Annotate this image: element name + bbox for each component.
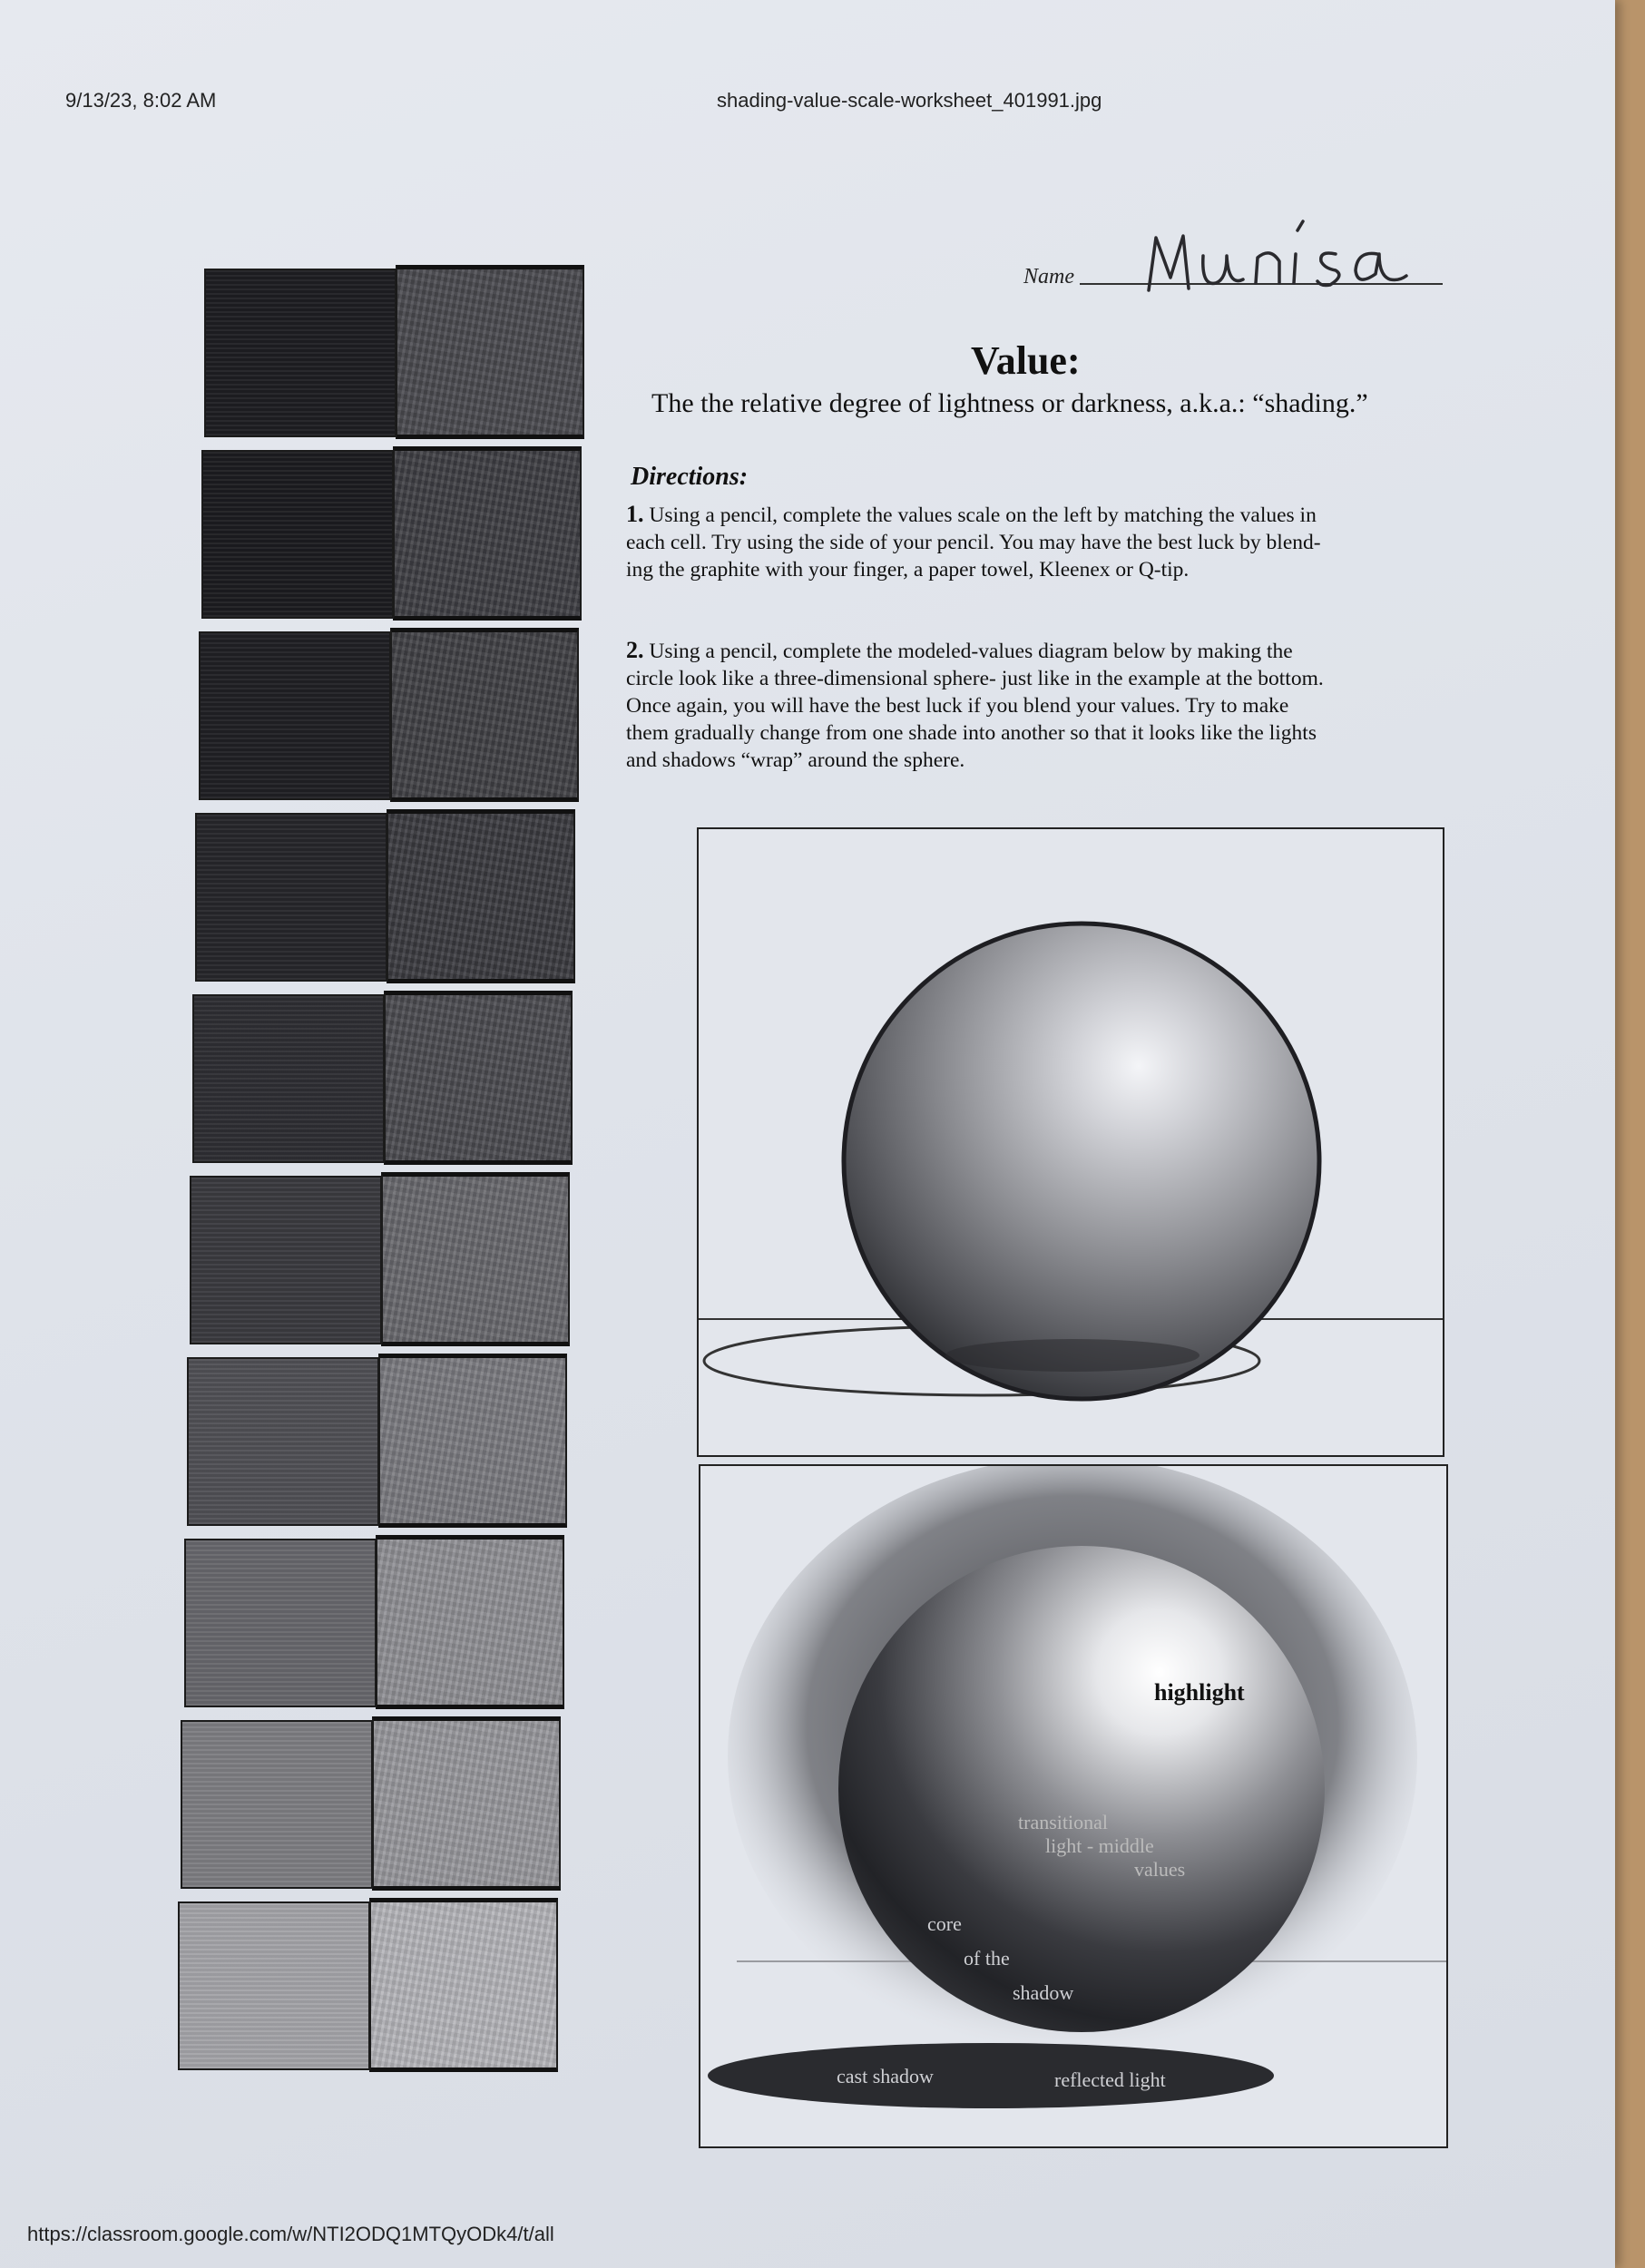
printed-value-cell	[199, 631, 391, 800]
handwritten-name	[1143, 210, 1415, 298]
printed-value-cell	[192, 994, 385, 1163]
label-core-shadow: core	[927, 1912, 962, 1935]
direction-step-1	[626, 501, 1321, 583]
printed-value-cell	[201, 450, 394, 619]
step-1-number: 1.	[626, 501, 644, 527]
value-definition: The the relative degree of lightness or darkness, a.k.a.: “shading.”	[651, 388, 1368, 418]
step-1-line: each cell. Try using the side of your pencil. You may have the best luck by blend-	[626, 531, 1321, 554]
step-2-line: Once again, you will have the best luck if you blend your values. Try to make	[626, 694, 1289, 718]
printed-value-cell	[190, 1176, 382, 1344]
example-sphere-frame	[699, 1464, 1448, 2148]
direction-step-2	[626, 637, 1324, 774]
step-1-line: ing the graphite with your finger, a paper towel, Kleenex or Q-tip.	[626, 558, 1190, 582]
label-highlight: highlight	[1154, 1679, 1245, 1706]
student-sphere-drawing	[699, 829, 1443, 1455]
label-transitional: values	[1134, 1858, 1186, 1881]
step-2-number: 2.	[626, 637, 644, 663]
sphere-base-shadow	[945, 1339, 1199, 1372]
name-label: Name	[1023, 265, 1074, 288]
printed-value-cell	[204, 269, 397, 437]
student-value-cell	[369, 1898, 558, 2072]
print-url: https://classroom.google.com/w/NTI2ODQ1MTQyODk4/t/all	[27, 2223, 554, 2245]
student-value-cell	[390, 628, 579, 802]
student-value-cell	[387, 809, 575, 983]
label-core-shadow: of the	[964, 1947, 1010, 1970]
shaded-sphere	[844, 924, 1319, 1399]
printed-value-cell	[184, 1539, 377, 1707]
directions-heading: Directions:	[631, 463, 749, 491]
student-value-cell	[393, 446, 582, 621]
example-sphere-drawing	[700, 1466, 1446, 2146]
student-value-cell	[378, 1354, 567, 1528]
step-2-line: them gradually change from one shade into another so that it looks like the lights	[626, 721, 1317, 745]
step-1-line: Using a pencil, complete the values scale on the left by matching the values in	[649, 503, 1317, 527]
label-cast-shadow: cast shadow	[837, 2065, 934, 2087]
label-core-shadow: shadow	[1013, 1981, 1074, 2004]
student-value-cell	[372, 1716, 561, 1891]
printed-value-cell	[178, 1901, 370, 2070]
student-value-cell	[381, 1172, 570, 1346]
student-value-cell	[396, 265, 584, 439]
cast-shadow	[708, 2043, 1274, 2108]
label-transitional: light - middle	[1045, 1834, 1154, 1857]
page-title: Value:	[971, 338, 1081, 383]
print-date: 9/13/23, 8:02 AM	[65, 89, 217, 112]
printed-value-cell	[187, 1357, 379, 1526]
printed-value-cell	[195, 813, 387, 982]
label-reflected-light: reflected light	[1054, 2068, 1166, 2091]
print-filename: shading-value-scale-worksheet_401991.jpg	[717, 89, 1102, 112]
student-value-cell	[384, 991, 573, 1165]
printed-value-cell	[181, 1720, 373, 1889]
student-sphere-frame	[697, 827, 1444, 1457]
student-value-cell	[376, 1535, 564, 1709]
step-2-line: circle look like a three-dimensional sphere- just like in the example at the bottom.	[626, 667, 1324, 690]
step-2-line: and shadows “wrap” around the sphere.	[626, 748, 965, 772]
label-transitional: transitional	[1018, 1811, 1108, 1833]
example-sphere	[838, 1546, 1325, 2032]
step-2-line: Using a pencil, complete the modeled-values diagram below by making the	[649, 640, 1293, 663]
